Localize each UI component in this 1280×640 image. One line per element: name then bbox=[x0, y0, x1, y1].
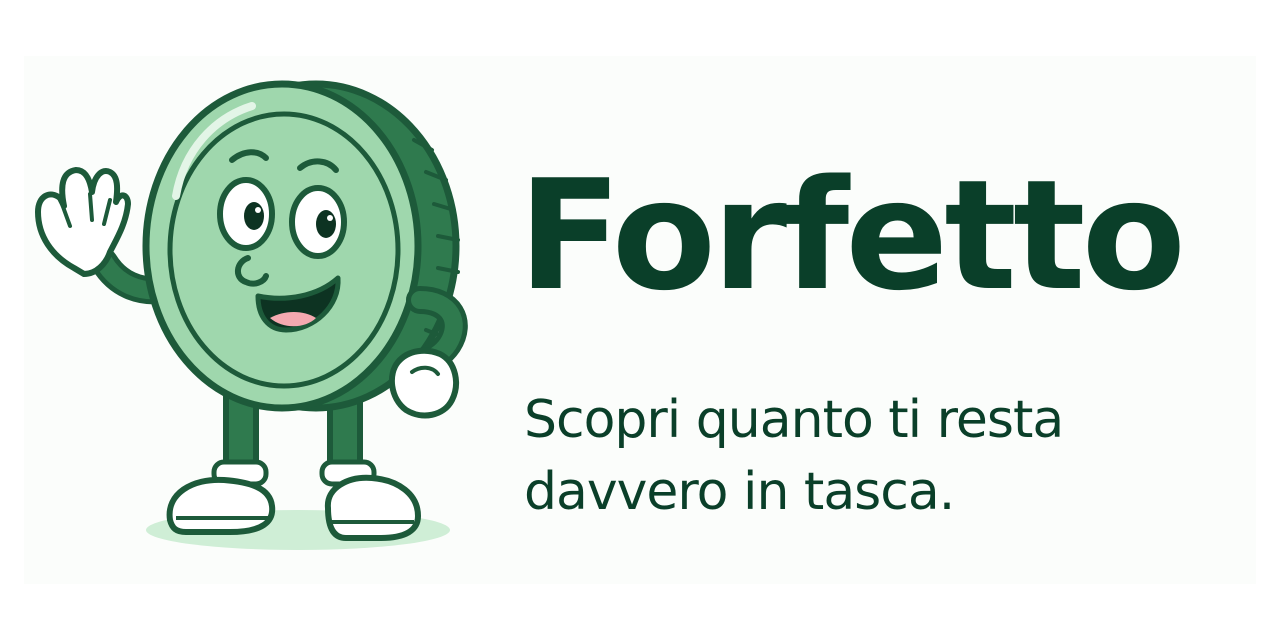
tagline-line-1: Scopri quanto ti resta bbox=[524, 390, 1064, 450]
hip-glove-icon bbox=[392, 351, 456, 416]
coin-face bbox=[146, 84, 418, 408]
brand-name: Forfetto bbox=[518, 147, 1183, 324]
coin-mascot-icon bbox=[0, 0, 520, 640]
left-shoe-icon bbox=[170, 480, 273, 532]
right-shoe-icon bbox=[328, 478, 418, 538]
tagline-line-2: davvero in tasca. bbox=[524, 462, 955, 522]
tagline bbox=[524, 384, 1063, 528]
